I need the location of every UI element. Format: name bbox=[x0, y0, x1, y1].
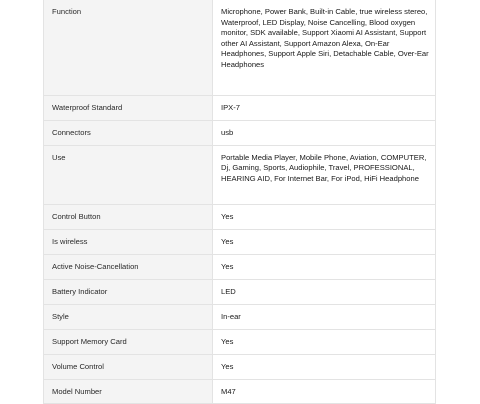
spec-value: Yes bbox=[213, 329, 436, 354]
spec-label: Control Button bbox=[44, 204, 213, 229]
spec-value: Yes bbox=[213, 229, 436, 254]
specifications-body bbox=[44, 0, 436, 404]
spec-label: Battery Indicator bbox=[44, 279, 213, 304]
spec-row-model-number bbox=[44, 379, 436, 404]
spec-row-connectors bbox=[44, 120, 436, 145]
spec-label: Connectors bbox=[44, 120, 213, 145]
spec-row-function bbox=[44, 0, 436, 95]
spec-label: Function bbox=[44, 0, 213, 95]
spec-row-is-wireless bbox=[44, 229, 436, 254]
spec-label: Model Number bbox=[44, 379, 213, 404]
spec-value: LED bbox=[213, 279, 436, 304]
spec-label: Style bbox=[44, 304, 213, 329]
spec-label: Waterproof Standard bbox=[44, 95, 213, 120]
spec-value: Portable Media Player, Mobile Phone, Aviation, COMPUTER, Dj, Gaming, Sports, Audiophile, Travel, PROFESSIONAL, HEARING AID, For Internet Bar, For iPod, HiFi Headphone bbox=[213, 145, 436, 204]
spec-value: M47 bbox=[213, 379, 436, 404]
spec-value: usb bbox=[213, 120, 436, 145]
spec-value: IPX-7 bbox=[213, 95, 436, 120]
spec-row-waterproof-standard bbox=[44, 95, 436, 120]
spec-row-use bbox=[44, 145, 436, 204]
spec-row-active-noise-cancellation bbox=[44, 254, 436, 279]
spec-value: Yes bbox=[213, 254, 436, 279]
specifications-table bbox=[43, 0, 436, 404]
spec-value: Yes bbox=[213, 354, 436, 379]
spec-label: Active Noise-Cancellation bbox=[44, 254, 213, 279]
spec-label: Use bbox=[44, 145, 213, 204]
spec-row-support-memory-card bbox=[44, 329, 436, 354]
spec-row-control-button bbox=[44, 204, 436, 229]
spec-value: In-ear bbox=[213, 304, 436, 329]
spec-row-style bbox=[44, 304, 436, 329]
spec-value: Microphone, Power Bank, Built-in Cable, true wireless stereo, Waterproof, LED Display, Noise Cancelling, Blood oxygen monitor, SDK available, Support Xiaomi AI Assistant, Support other AI Assistant, Support Amazon Alexa, On-Ear Headphones, Support Apple Siri, Detachable Cable, Over-Ear Headphones bbox=[213, 0, 436, 95]
spec-label: Is wireless bbox=[44, 229, 213, 254]
spec-row-volume-control bbox=[44, 354, 436, 379]
spec-label: Support Memory Card bbox=[44, 329, 213, 354]
spec-value: Yes bbox=[213, 204, 436, 229]
spec-label: Volume Control bbox=[44, 354, 213, 379]
spec-row-battery-indicator bbox=[44, 279, 436, 304]
